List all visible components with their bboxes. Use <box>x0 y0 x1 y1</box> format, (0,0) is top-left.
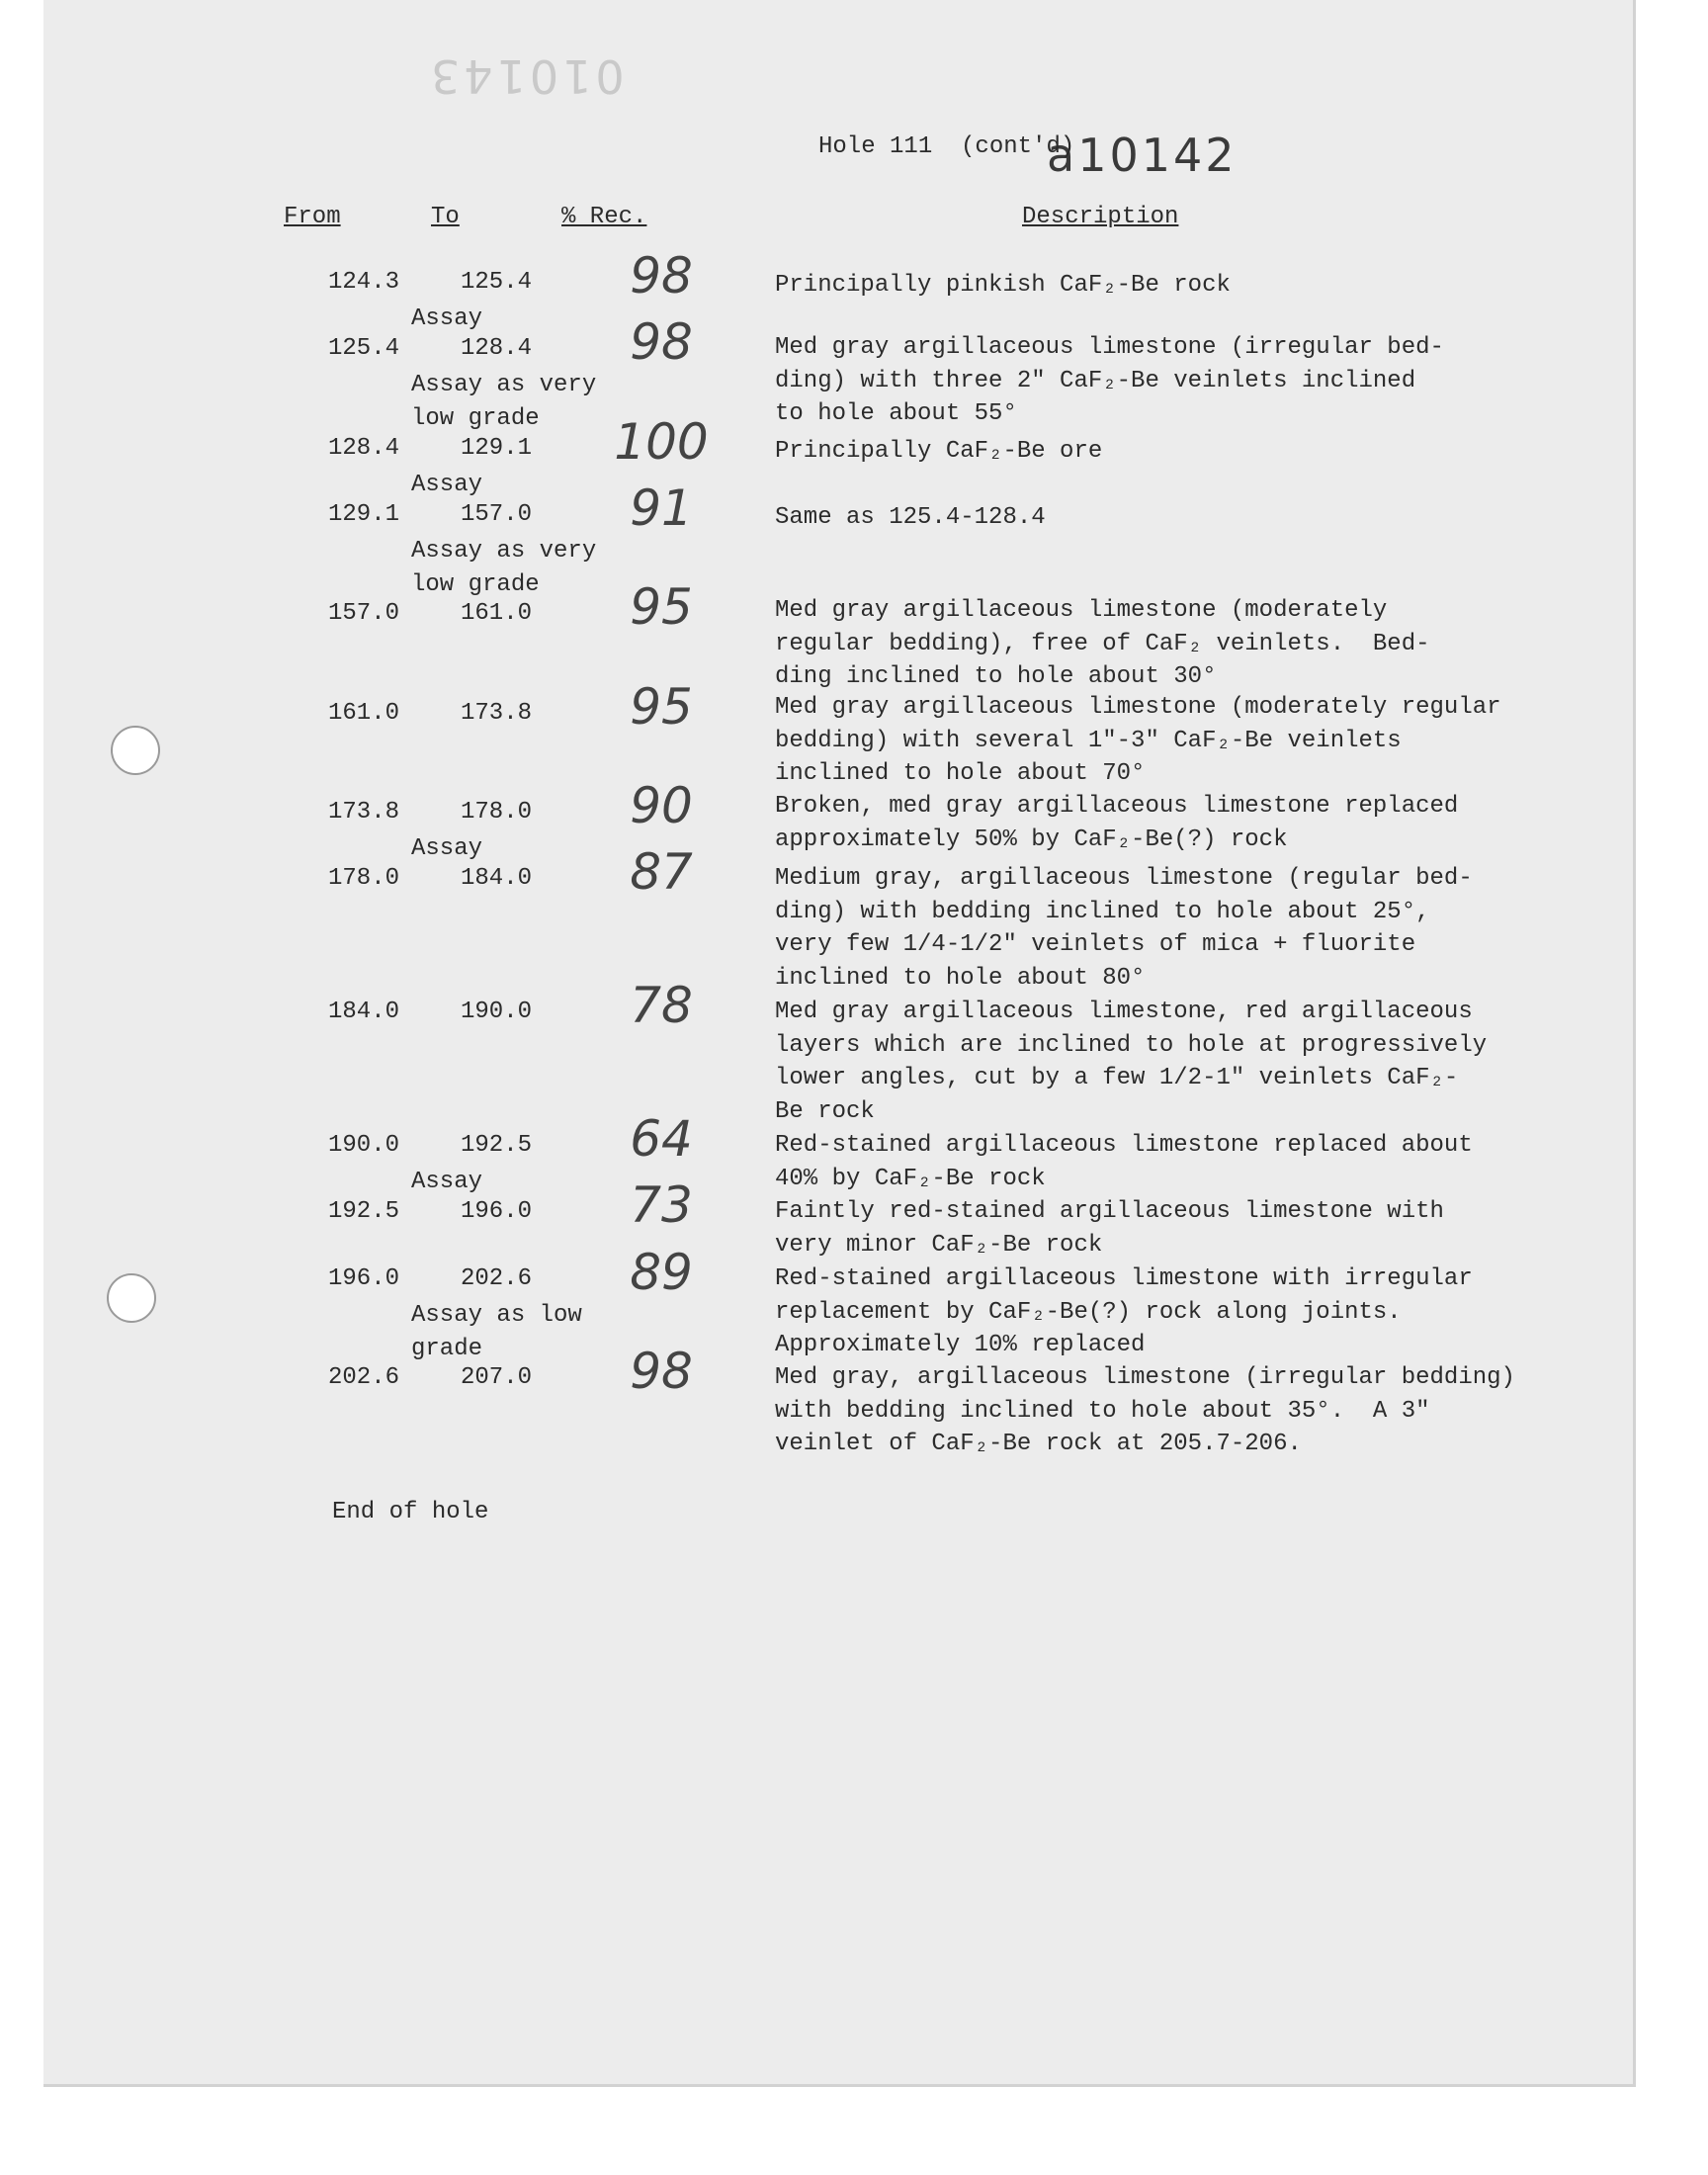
assay-note: Assay as very low grade <box>411 372 597 432</box>
description-text: Broken, med gray argillaceous limestone replaced approximately 50% by CaF₂-Be(?) rock <box>775 793 1459 853</box>
to-depth: 173.8 <box>461 700 533 727</box>
percent-recovery: 78 <box>630 977 693 1034</box>
to-depth: 190.0 <box>461 999 533 1025</box>
to-depth: 207.0 <box>461 1364 533 1391</box>
description-text: Med gray argillaceous limestone (irregular bed- ding) with three 2" CaF₂-Be veinlets inclined to hole about 55° <box>775 334 1444 427</box>
from-depth: 184.0 <box>328 999 400 1025</box>
from-depth: 124.3 <box>328 269 400 296</box>
header-rec: % Rec. <box>561 204 647 230</box>
percent-recovery: 87 <box>630 843 693 901</box>
percent-recovery: 90 <box>630 777 693 834</box>
assay-note: Assay as very low grade <box>411 538 597 598</box>
document-page <box>43 0 1636 2087</box>
percent-recovery: 91 <box>630 479 693 537</box>
to-depth: 125.4 <box>461 269 533 296</box>
percent-recovery: 98 <box>630 247 693 304</box>
description-text: Red-stained argillaceous limestone replaced about 40% by CaF₂-Be rock <box>775 1132 1473 1192</box>
from-depth: 125.4 <box>328 335 400 362</box>
percent-recovery: 64 <box>630 1110 693 1168</box>
from-depth: 128.4 <box>328 435 400 462</box>
to-depth: 178.0 <box>461 799 533 826</box>
description-text: Same as 125.4-128.4 <box>775 504 1046 531</box>
description-text: Med gray argillaceous limestone, red argillaceous layers which are inclined to hole at progressively lower angles, cut by a few 1/2-1" veinlets CaF₂- Be rock <box>775 999 1488 1125</box>
from-depth: 196.0 <box>328 1265 400 1292</box>
from-depth: 157.0 <box>328 600 400 627</box>
from-depth: 129.1 <box>328 501 400 528</box>
percent-recovery: 95 <box>630 678 693 736</box>
description-text: Red-stained argillaceous limestone with irregular replacement by CaF₂-Be(?) rock along joints. Approximately 10% replaced <box>775 1265 1473 1358</box>
description-text: Med gray, argillaceous limestone (irregular bedding) with bedding inclined to hole about 35°. A 3" veinlet of CaF₂-Be rock at 205.7-206. <box>775 1364 1515 1457</box>
from-depth: 178.0 <box>328 865 400 892</box>
ghost-stamp: 010143 <box>427 49 625 103</box>
assay-note: Assay as low grade <box>411 1302 582 1362</box>
handwritten-stamp: a10142 <box>1047 129 1238 182</box>
assay-note: Assay <box>411 305 483 332</box>
percent-recovery: 98 <box>630 1343 693 1400</box>
to-depth: 196.0 <box>461 1198 533 1225</box>
percent-recovery: 95 <box>630 578 693 636</box>
punch-hole <box>111 726 160 775</box>
punch-hole <box>107 1273 156 1323</box>
from-depth: 192.5 <box>328 1198 400 1225</box>
from-depth: 173.8 <box>328 799 400 826</box>
from-depth: 161.0 <box>328 700 400 727</box>
from-depth: 190.0 <box>328 1132 400 1159</box>
end-note: End of hole <box>332 1499 489 1525</box>
header-to: To <box>431 204 460 230</box>
description-text: Principally pinkish CaF₂-Be rock <box>775 272 1231 299</box>
assay-note: Assay <box>411 835 483 862</box>
to-depth: 202.6 <box>461 1265 533 1292</box>
to-depth: 128.4 <box>461 335 533 362</box>
header-description: Description <box>1022 204 1179 230</box>
description-text: Med gray argillaceous limestone (moderately regular bedding) with several 1"-3" CaF₂-Be veinlets inclined to hole about 70° <box>775 694 1501 787</box>
description-text: Med gray argillaceous limestone (moderately regular bedding), free of CaF₂ veinlets. Bed- ding inclined to hole about 30° <box>775 597 1430 690</box>
percent-recovery: 89 <box>630 1244 693 1301</box>
description-text: Medium gray, argillaceous limestone (regular bed- ding) with bedding inclined to hole about 25°, very few 1/4-1/2" veinlets of mica + fluorite inclined to hole about 80° <box>775 865 1473 992</box>
to-depth: 161.0 <box>461 600 533 627</box>
assay-note: Assay <box>411 1169 483 1195</box>
percent-recovery: 100 <box>614 413 709 471</box>
to-depth: 129.1 <box>461 435 533 462</box>
assay-note: Assay <box>411 472 483 498</box>
to-depth: 184.0 <box>461 865 533 892</box>
description-text: Principally CaF₂-Be ore <box>775 438 1103 465</box>
description-text: Faintly red-stained argillaceous limestone with very minor CaF₂-Be rock <box>775 1198 1444 1259</box>
to-depth: 157.0 <box>461 501 533 528</box>
from-depth: 202.6 <box>328 1364 400 1391</box>
percent-recovery: 98 <box>630 313 693 371</box>
to-depth: 192.5 <box>461 1132 533 1159</box>
percent-recovery: 73 <box>630 1176 693 1234</box>
header-from: From <box>284 204 341 230</box>
page-title: Hole 111 (cont'd) <box>818 133 1075 160</box>
